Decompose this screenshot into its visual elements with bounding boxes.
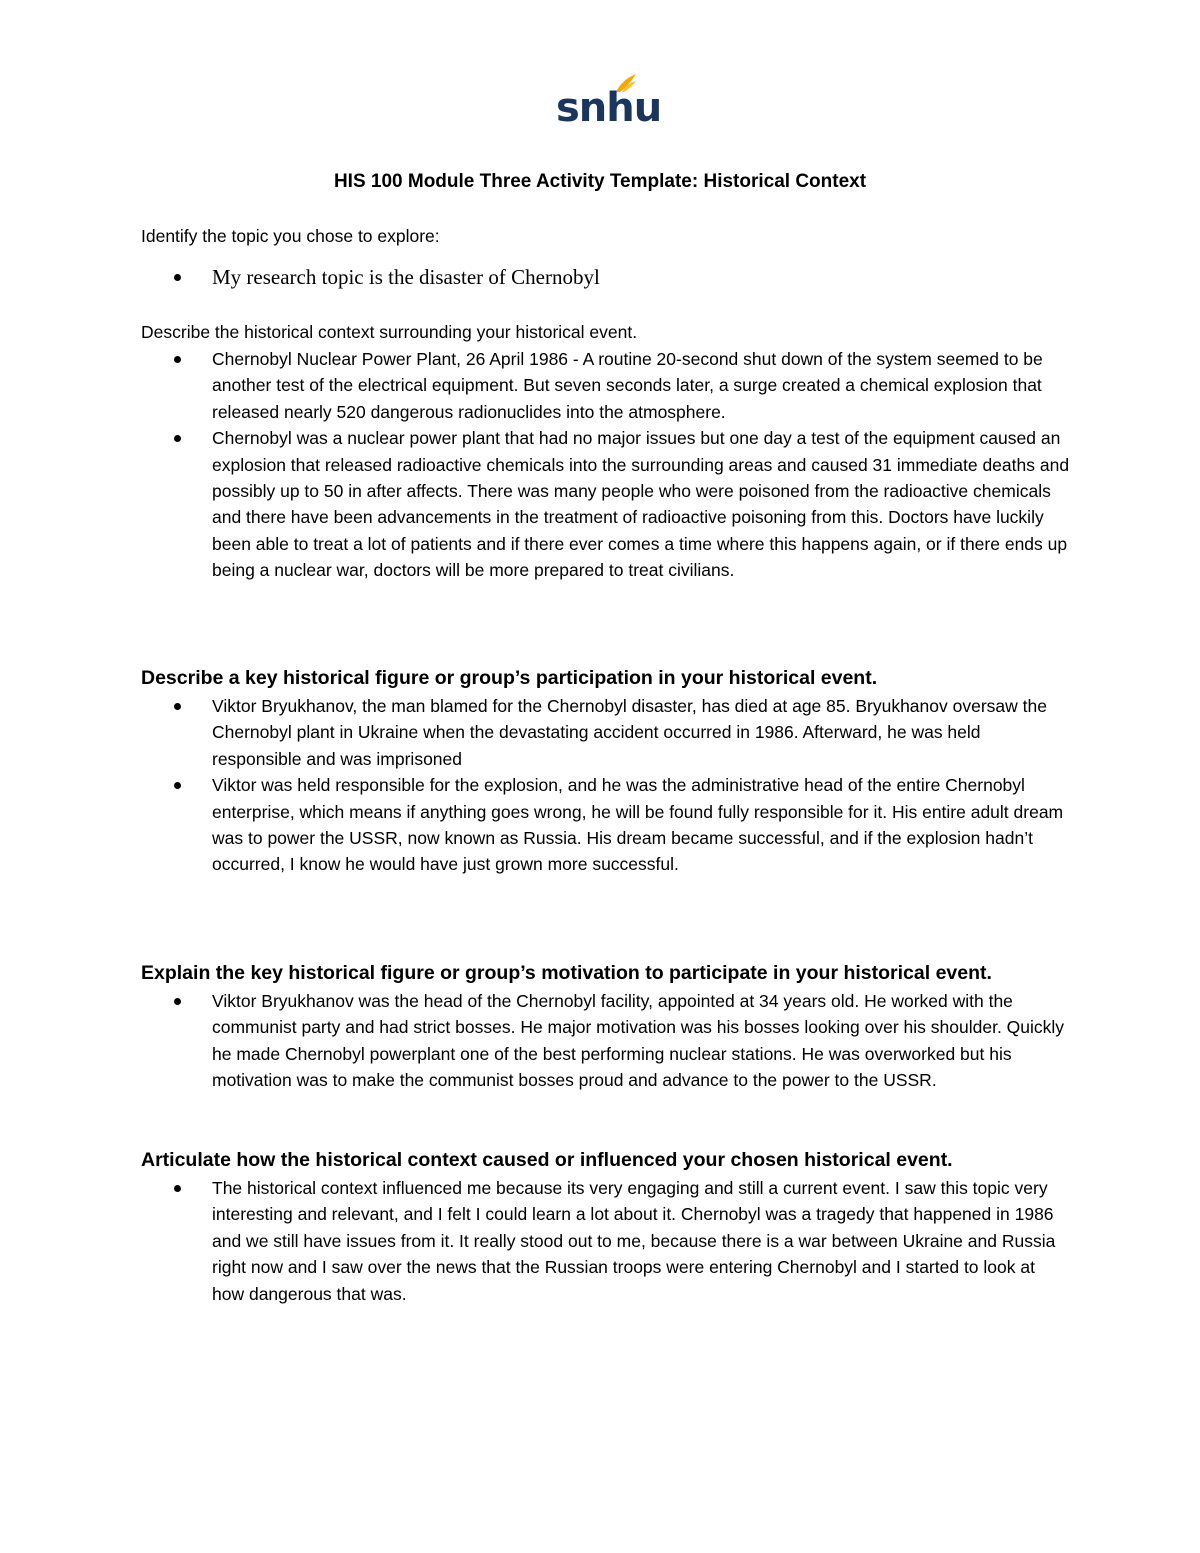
- list-item-text: Chernobyl was a nuclear power plant that had no major issues but one day a test of the equipment caused an explosion that released radioactive chemicals into the surrounding areas and caused 31 immediate deaths and possibly up to 50 in after affects. There was many people who were poisoned from the radioactive chemicals and there have been advancements in the treatment of radioactive poisoning from this. Doctors have luckily been able to treat a lot of patients and if there ever comes a time where this happens again, or if there ends up being a nuclear war, doctors will be more prepared to treat civilians.: [212, 428, 1070, 581]
- bullet-icon: [174, 356, 181, 363]
- list-item: [141, 772, 1071, 878]
- list-item: [141, 425, 1071, 583]
- list-item-text: Viktor Bryukhanov was the head of the Chernobyl facility, appointed at 34 years old. He worked with the communist party and had strict bosses. He major motivation was his bosses looking over his shoulder. Quickly he made Chernobyl powerplant one of the best performing nuclear stations. He was overworked but his motivation was to make the communist bosses proud and advance to the power to the USSR.: [212, 991, 1065, 1091]
- list-item: [141, 988, 1071, 1094]
- list-item-text: Chernobyl Nuclear Power Plant, 26 April 1986 - A routine 20-second shut down of the system seemed to be another test of the electrical equipment. But seven seconds later, a surge created a chemical explosion that released nearly 520 dangerous radionuclides into the atmosphere.: [212, 349, 1043, 422]
- list-item-text: The historical context influenced me because its very engaging and still a current event. I saw this topic very interesting and relevant, and I felt I could learn a lot about it. Chernobyl was a tragedy that happened in 1986 and we still have issues from it. It really stood out to me, because there is a war between Ukraine and Russia right now and I saw over the news that the Russian troops were entering Chernobyl and I started to look at how dangerous that was.: [212, 1178, 1056, 1304]
- figure-list: [141, 693, 1071, 878]
- list-item: [141, 346, 1071, 425]
- list-item-text: My research topic is the disaster of Chernobyl: [212, 265, 600, 289]
- context-prompt: Describe the historical context surrounding your historical event.: [141, 322, 638, 342]
- snhu-logo: [556, 72, 662, 134]
- topic-list: [141, 263, 1071, 291]
- bullet-icon: [174, 998, 181, 1005]
- context-list: [141, 346, 1071, 584]
- list-item-text: Viktor was held responsible for the explosion, and he was the administrative head of the entire Chernobyl enterprise, which means if anything goes wrong, he will be found fully responsible for it. His entire adult dream was to power the USSR, now known as Russia. His dream became successful, and if the explosion hadn’t occurred, I know he would have just grown more successful.: [212, 775, 1064, 875]
- motivation-heading: Explain the key historical figure or group’s motivation to participate in your historical event.: [141, 962, 992, 984]
- list-item: [141, 1175, 1071, 1307]
- topic-prompt: Identify the topic you chose to explore:: [141, 226, 440, 246]
- bullet-icon: [174, 782, 181, 789]
- figure-heading: Describe a key historical figure or group’s participation in your historical event.: [141, 667, 878, 689]
- bullet-icon: [174, 435, 181, 442]
- influence-heading: Articulate how the historical context caused or influenced your chosen historical event.: [141, 1149, 953, 1171]
- motivation-list: [141, 988, 1071, 1094]
- bullet-icon: [174, 1185, 181, 1192]
- bullet-icon: [174, 274, 181, 281]
- influence-list: [141, 1175, 1071, 1307]
- bullet-icon: [174, 703, 181, 710]
- list-item: [141, 263, 1071, 291]
- list-item: [141, 693, 1071, 772]
- logo-text: snhu: [556, 85, 662, 131]
- document-title: HIS 100 Module Three Activity Template: Historical Context: [333, 171, 867, 192]
- list-item-text: Viktor Bryukhanov, the man blamed for the Chernobyl disaster, has died at age 85. Bryukhanov oversaw the Chernobyl plant in Ukraine when the devastating accident occurred in 1986. Afterward, he was held responsible and was imprisoned: [212, 696, 1047, 769]
